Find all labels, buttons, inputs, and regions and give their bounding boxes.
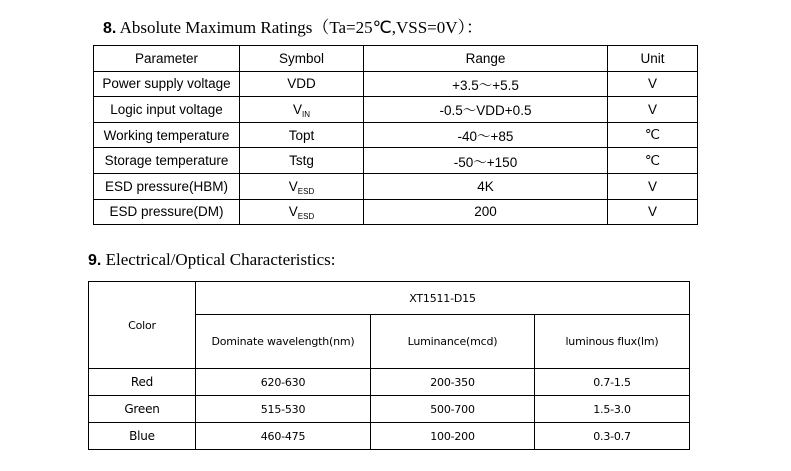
wavelength-cell: 515-530 bbox=[196, 396, 371, 423]
symbol-text: V bbox=[288, 204, 298, 220]
section-8-number: 8. bbox=[103, 20, 117, 37]
table-row bbox=[89, 369, 690, 396]
header-symbol: Symbol bbox=[240, 46, 364, 72]
range-cell: +3.5～+5.5 bbox=[364, 71, 608, 97]
parameter-cell: Storage temperature bbox=[94, 148, 240, 174]
range-cell: 4K bbox=[364, 173, 608, 199]
flux-cell: 1.5-3.0 bbox=[535, 396, 690, 423]
color-cell: Red bbox=[89, 369, 196, 396]
table-row bbox=[94, 173, 698, 199]
table-row bbox=[94, 71, 698, 97]
electrical-optical-table bbox=[88, 281, 690, 450]
table-row bbox=[94, 97, 698, 123]
header-wavelength: Dominate wavelength(nm) bbox=[196, 315, 371, 369]
unit-cell: V bbox=[608, 71, 698, 97]
symbol-text: V bbox=[292, 101, 302, 117]
table-header-row bbox=[94, 46, 698, 72]
unit-cell: V bbox=[608, 97, 698, 123]
parameter-cell: Working temperature bbox=[94, 122, 240, 148]
model-row bbox=[89, 282, 690, 315]
table-row bbox=[94, 148, 698, 174]
unit-cell: ℃ bbox=[608, 148, 698, 174]
unit-cell: V bbox=[608, 173, 698, 199]
unit-cell: V bbox=[608, 199, 698, 225]
absolute-max-ratings-table bbox=[93, 45, 698, 225]
table-row bbox=[94, 199, 698, 225]
luminance-cell: 200-350 bbox=[371, 369, 535, 396]
symbol-text: Topt bbox=[288, 127, 315, 143]
range-cell: -0.5～VDD+0.5 bbox=[364, 97, 608, 123]
color-header: Color bbox=[89, 282, 196, 369]
table-row bbox=[94, 122, 698, 148]
parameter-cell: Power supply voltage bbox=[94, 71, 240, 97]
symbol-text: V bbox=[288, 178, 298, 194]
unit-cell: ℃ bbox=[608, 122, 698, 148]
header-range: Range bbox=[364, 46, 608, 72]
section-8-heading bbox=[103, 13, 483, 38]
flux-cell: 0.3-0.7 bbox=[535, 423, 690, 450]
symbol-cell bbox=[240, 148, 364, 174]
symbol-cell bbox=[240, 71, 364, 97]
symbol-cell bbox=[240, 199, 364, 225]
range-cell: -40～+85 bbox=[364, 122, 608, 148]
header-parameter: Parameter bbox=[94, 46, 240, 72]
section-8-title: Absolute Maximum Ratings（Ta=25℃,VSS=0V）： bbox=[119, 18, 484, 37]
header-unit: Unit bbox=[608, 46, 698, 72]
range-cell: 200 bbox=[364, 199, 608, 225]
symbol-text: Tstg bbox=[289, 153, 314, 169]
symbol-cell bbox=[240, 122, 364, 148]
symbol-cell bbox=[240, 173, 364, 199]
flux-cell: 0.7-1.5 bbox=[535, 369, 690, 396]
parameter-cell: ESD pressure(DM) bbox=[94, 199, 240, 225]
table-row bbox=[89, 423, 690, 450]
symbol-subscript: ESD bbox=[297, 212, 315, 222]
model-header: XT1511-D15 bbox=[196, 282, 690, 315]
parameter-cell: Logic input voltage bbox=[94, 97, 240, 123]
symbol-subscript: ESD bbox=[297, 186, 315, 196]
luminance-cell: 500-700 bbox=[371, 396, 535, 423]
symbol-text: VDD bbox=[287, 76, 316, 92]
wavelength-cell: 620-630 bbox=[196, 369, 371, 396]
symbol-subscript: IN bbox=[302, 109, 310, 119]
header-flux: luminous flux(lm) bbox=[535, 315, 690, 369]
wavelength-cell: 460-475 bbox=[196, 423, 371, 450]
color-cell: Blue bbox=[89, 423, 196, 450]
header-luminance: Luminance(mcd) bbox=[371, 315, 535, 369]
parameter-cell: ESD pressure(HBM) bbox=[94, 173, 240, 199]
section-9-number: 9. bbox=[88, 252, 102, 269]
range-cell: -50～+150 bbox=[364, 148, 608, 174]
color-cell: Green bbox=[89, 396, 196, 423]
table-row bbox=[89, 396, 690, 423]
luminance-cell: 100-200 bbox=[371, 423, 535, 450]
symbol-cell bbox=[240, 97, 364, 123]
section-9-heading bbox=[88, 250, 335, 270]
section-9-title: Electrical/Optical Characteristics: bbox=[105, 250, 336, 269]
